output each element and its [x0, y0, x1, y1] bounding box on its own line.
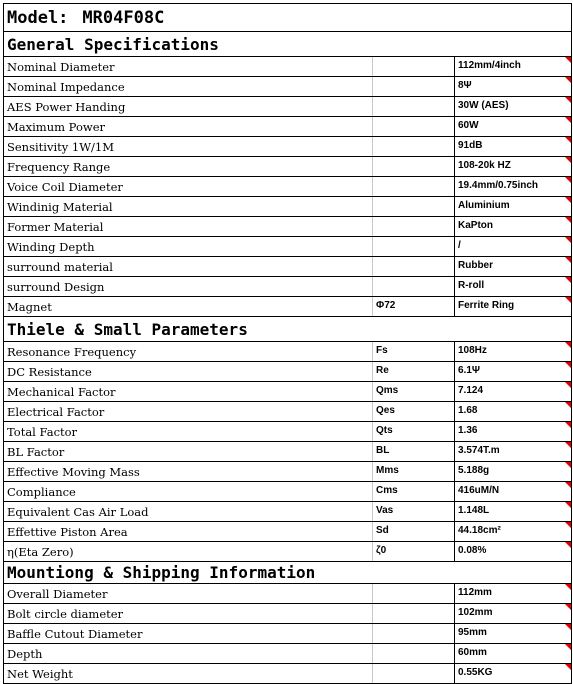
comment-marker-icon[interactable]: [565, 502, 571, 508]
spec-name: Voice Coil Diameter: [7, 180, 123, 194]
spec-symbol-cell: [372, 362, 454, 381]
spec-value-cell: [454, 237, 571, 256]
spec-row: [4, 382, 571, 402]
spec-symbol-cell: [372, 542, 454, 561]
spec-value-cell: [454, 542, 571, 561]
comment-marker-icon[interactable]: [565, 297, 571, 303]
spec-row: [4, 217, 571, 237]
spec-symbol: BL: [376, 445, 390, 456]
spec-value: 30W (AES): [458, 100, 509, 111]
spec-value: 19.4mm/0.75inch: [458, 180, 539, 191]
comment-marker-icon[interactable]: [565, 522, 571, 528]
spec-value: 416uM/N: [458, 485, 500, 496]
spec-value: 108-20k HZ: [458, 160, 511, 171]
comment-marker-icon[interactable]: [565, 77, 571, 83]
spec-value: 60W: [458, 120, 479, 131]
spec-row: [4, 77, 571, 97]
spec-value-cell: [454, 217, 571, 236]
spec-symbol: Qts: [376, 425, 393, 436]
spec-symbol-cell: [372, 97, 454, 116]
spec-value-cell: [454, 137, 571, 156]
spec-value: 1.148L: [458, 505, 490, 516]
spec-value: 108Hz: [458, 345, 487, 356]
spec-symbol-cell: [372, 664, 454, 683]
spec-symbol-cell: [372, 57, 454, 76]
spec-symbol: Φ72: [376, 300, 396, 311]
comment-marker-icon[interactable]: [565, 402, 571, 408]
spec-row: [4, 502, 571, 522]
spec-row: [4, 462, 571, 482]
comment-marker-icon[interactable]: [565, 137, 571, 143]
spec-symbol-cell: [372, 382, 454, 401]
spec-symbol-cell: [372, 277, 454, 296]
comment-marker-icon[interactable]: [565, 362, 571, 368]
spec-symbol-cell: [372, 422, 454, 441]
spec-row: [4, 362, 571, 382]
spec-row: [4, 237, 571, 257]
general-rows: [4, 57, 571, 317]
spec-value-cell: [454, 197, 571, 216]
spec-name: η(Eta Zero): [7, 545, 74, 559]
spec-name: Frequency Range: [7, 160, 111, 174]
spec-symbol-cell: [372, 77, 454, 96]
spec-row: [4, 482, 571, 502]
spec-name: Effettive Piston Area: [7, 525, 128, 539]
spec-value-cell: [454, 462, 571, 481]
model-row: [4, 4, 571, 32]
spec-value: 112mm/4inch: [458, 60, 521, 71]
spec-symbol-cell: [372, 522, 454, 541]
spec-row: [4, 422, 571, 442]
spec-symbol-cell: [372, 342, 454, 361]
spec-value-cell: [454, 522, 571, 541]
comment-marker-icon[interactable]: [565, 664, 571, 670]
spec-row: [4, 604, 571, 624]
spec-row: [4, 137, 571, 157]
spec-value-cell: [454, 584, 571, 603]
spec-symbol-cell: [372, 502, 454, 521]
spec-name: Effective Moving Mass: [7, 465, 140, 479]
spec-symbol: Re: [376, 365, 389, 376]
spec-value-cell: [454, 502, 571, 521]
section-general-heading: [4, 32, 571, 57]
spec-symbol-cell: [372, 117, 454, 136]
model-number: MR04F08C: [82, 8, 165, 28]
spec-name: Total Factor: [7, 425, 78, 439]
spec-name: Windinig Material: [7, 200, 113, 214]
comment-marker-icon[interactable]: [565, 442, 571, 448]
comment-marker-icon[interactable]: [565, 342, 571, 348]
spec-value: 60mm: [458, 647, 487, 658]
spec-symbol-cell: [372, 157, 454, 176]
spec-name: Electrical Factor: [7, 405, 105, 419]
spec-symbol: Mms: [376, 465, 399, 476]
spec-value-cell: [454, 604, 571, 623]
spec-value-cell: [454, 664, 571, 683]
spec-value: /: [458, 240, 461, 251]
comment-marker-icon[interactable]: [565, 624, 571, 630]
spec-value-cell: [454, 57, 571, 76]
spec-name: Overall Diameter: [7, 587, 108, 601]
spec-row: [4, 522, 571, 542]
spec-symbol: Qms: [376, 385, 399, 396]
spec-value: 44.18cm²: [458, 525, 501, 536]
spec-name: Former Material: [7, 220, 104, 234]
spec-symbol-cell: [372, 177, 454, 196]
spec-row: [4, 624, 571, 644]
comment-marker-icon[interactable]: [565, 197, 571, 203]
spec-name: Nominal Diameter: [7, 60, 115, 74]
spec-name: Net Weight: [7, 667, 73, 681]
comment-marker-icon[interactable]: [565, 604, 571, 610]
spec-row: [4, 542, 571, 562]
spec-value-cell: [454, 482, 571, 501]
spec-row: [4, 442, 571, 462]
spec-symbol-cell: [372, 482, 454, 501]
comment-marker-icon[interactable]: [565, 177, 571, 183]
spec-row: [4, 197, 571, 217]
spec-value: 0.08%: [458, 545, 487, 556]
comment-marker-icon[interactable]: [565, 57, 571, 63]
spec-value: 1.36: [458, 425, 478, 436]
spec-value: 8Ψ: [458, 80, 472, 91]
spec-symbol: Vas: [376, 505, 394, 516]
spec-value-cell: [454, 442, 571, 461]
spec-value-cell: [454, 117, 571, 136]
spec-value-cell: [454, 422, 571, 441]
spec-value-cell: [454, 624, 571, 643]
spec-value: 95mm: [458, 627, 487, 638]
spec-symbol: ζ0: [376, 545, 387, 556]
spec-name: Baffle Cutout Diameter: [7, 627, 143, 641]
spec-name: Compliance: [7, 485, 76, 499]
section-title: Mountiong & Shipping Information: [7, 563, 316, 582]
spec-symbol-cell: [372, 257, 454, 276]
spec-value: 5.188g: [458, 465, 490, 476]
comment-marker-icon[interactable]: [565, 584, 571, 590]
spec-value: 91dB: [458, 140, 483, 151]
spec-symbol-cell: [372, 197, 454, 216]
spec-symbol-cell: [372, 584, 454, 603]
spec-value: Rubber: [458, 260, 493, 271]
spec-symbol-cell: [372, 217, 454, 236]
spec-symbol: Fs: [376, 345, 388, 356]
spec-row: [4, 664, 571, 684]
spec-sheet: [3, 3, 572, 684]
spec-value: Ferrite Ring: [458, 300, 515, 311]
section-title: Thiele & Small Parameters: [7, 320, 248, 339]
spec-row: [4, 297, 571, 317]
spec-symbol-cell: [372, 137, 454, 156]
spec-symbol-cell: [372, 442, 454, 461]
spec-value-cell: [454, 277, 571, 296]
spec-value: 6.1Ψ: [458, 365, 480, 376]
comment-marker-icon[interactable]: [565, 542, 571, 548]
spec-row: [4, 257, 571, 277]
spec-symbol-cell: [372, 402, 454, 421]
spec-symbol: Sd: [376, 525, 389, 536]
spec-value: 1.68: [458, 405, 478, 416]
shipping-rows: [4, 584, 571, 684]
spec-value-cell: [454, 402, 571, 421]
spec-name: Bolt circle diameter: [7, 607, 124, 621]
section-thiele-heading: [4, 317, 571, 342]
spec-value-cell: [454, 177, 571, 196]
spec-row: [4, 402, 571, 422]
comment-marker-icon[interactable]: [565, 257, 571, 263]
spec-symbol-cell: [372, 237, 454, 256]
comment-marker-icon[interactable]: [565, 644, 571, 650]
comment-marker-icon[interactable]: [565, 422, 571, 428]
comment-marker-icon[interactable]: [565, 157, 571, 163]
model-label: Model:: [7, 8, 69, 28]
spec-value: 112mm: [458, 587, 492, 598]
comment-marker-icon[interactable]: [565, 382, 571, 388]
comment-marker-icon[interactable]: [565, 237, 571, 243]
spec-name: surround material: [7, 260, 113, 274]
spec-symbol: Qes: [376, 405, 395, 416]
section-shipping-heading: [4, 562, 571, 584]
spec-name: Sensitivity 1W/1M: [7, 140, 115, 154]
spec-row: [4, 584, 571, 604]
spec-row: [4, 277, 571, 297]
spec-value: 7.124: [458, 385, 484, 396]
comment-marker-icon[interactable]: [565, 462, 571, 468]
spec-value: 0.55KG: [458, 667, 493, 678]
comment-marker-icon[interactable]: [565, 217, 571, 223]
spec-name: Equivalent Cas Air Load: [7, 505, 149, 519]
spec-value: 102mm: [458, 607, 493, 618]
spec-value-cell: [454, 644, 571, 663]
section-title: General Specifications: [7, 35, 219, 54]
spec-value-cell: [454, 382, 571, 401]
spec-symbol-cell: [372, 624, 454, 643]
spec-row: [4, 177, 571, 197]
spec-row: [4, 157, 571, 177]
spec-name: Mechanical Factor: [7, 385, 116, 399]
comment-marker-icon[interactable]: [565, 482, 571, 488]
spec-value: Aluminium: [458, 200, 510, 211]
spec-symbol-cell: [372, 644, 454, 663]
spec-name: Nominal Impedance: [7, 80, 125, 94]
spec-row: [4, 342, 571, 362]
spec-name: Winding Depth: [7, 240, 95, 254]
spec-value-cell: [454, 362, 571, 381]
spec-name: BL Factor: [7, 445, 65, 459]
spec-name: DC Resistance: [7, 365, 92, 379]
spec-name: AES Power Handing: [7, 100, 126, 114]
spec-value-cell: [454, 157, 571, 176]
thiele-rows: [4, 342, 571, 562]
spec-value: R-roll: [458, 280, 485, 291]
spec-name: surround Design: [7, 280, 105, 294]
spec-value-cell: [454, 342, 571, 361]
spec-value-cell: [454, 77, 571, 96]
spec-value-cell: [454, 257, 571, 276]
comment-marker-icon[interactable]: [565, 277, 571, 283]
spec-symbol: Cms: [376, 485, 398, 496]
spec-name: Maximum Power: [7, 120, 106, 134]
spec-row: [4, 57, 571, 77]
spec-value-cell: [454, 297, 571, 316]
spec-name: Depth: [7, 647, 43, 661]
spec-row: [4, 117, 571, 137]
spec-symbol-cell: [372, 462, 454, 481]
spec-symbol-cell: [372, 604, 454, 623]
spec-row: [4, 97, 571, 117]
spec-name: Magnet: [7, 300, 52, 314]
spec-value: 3.574T.m: [458, 445, 500, 456]
spec-symbol-cell: [372, 297, 454, 316]
comment-marker-icon[interactable]: [565, 117, 571, 123]
comment-marker-icon[interactable]: [565, 97, 571, 103]
spec-row: [4, 644, 571, 664]
spec-value: KaPton: [458, 220, 493, 231]
spec-name: Resonance Frequency: [7, 345, 137, 359]
spec-value-cell: [454, 97, 571, 116]
